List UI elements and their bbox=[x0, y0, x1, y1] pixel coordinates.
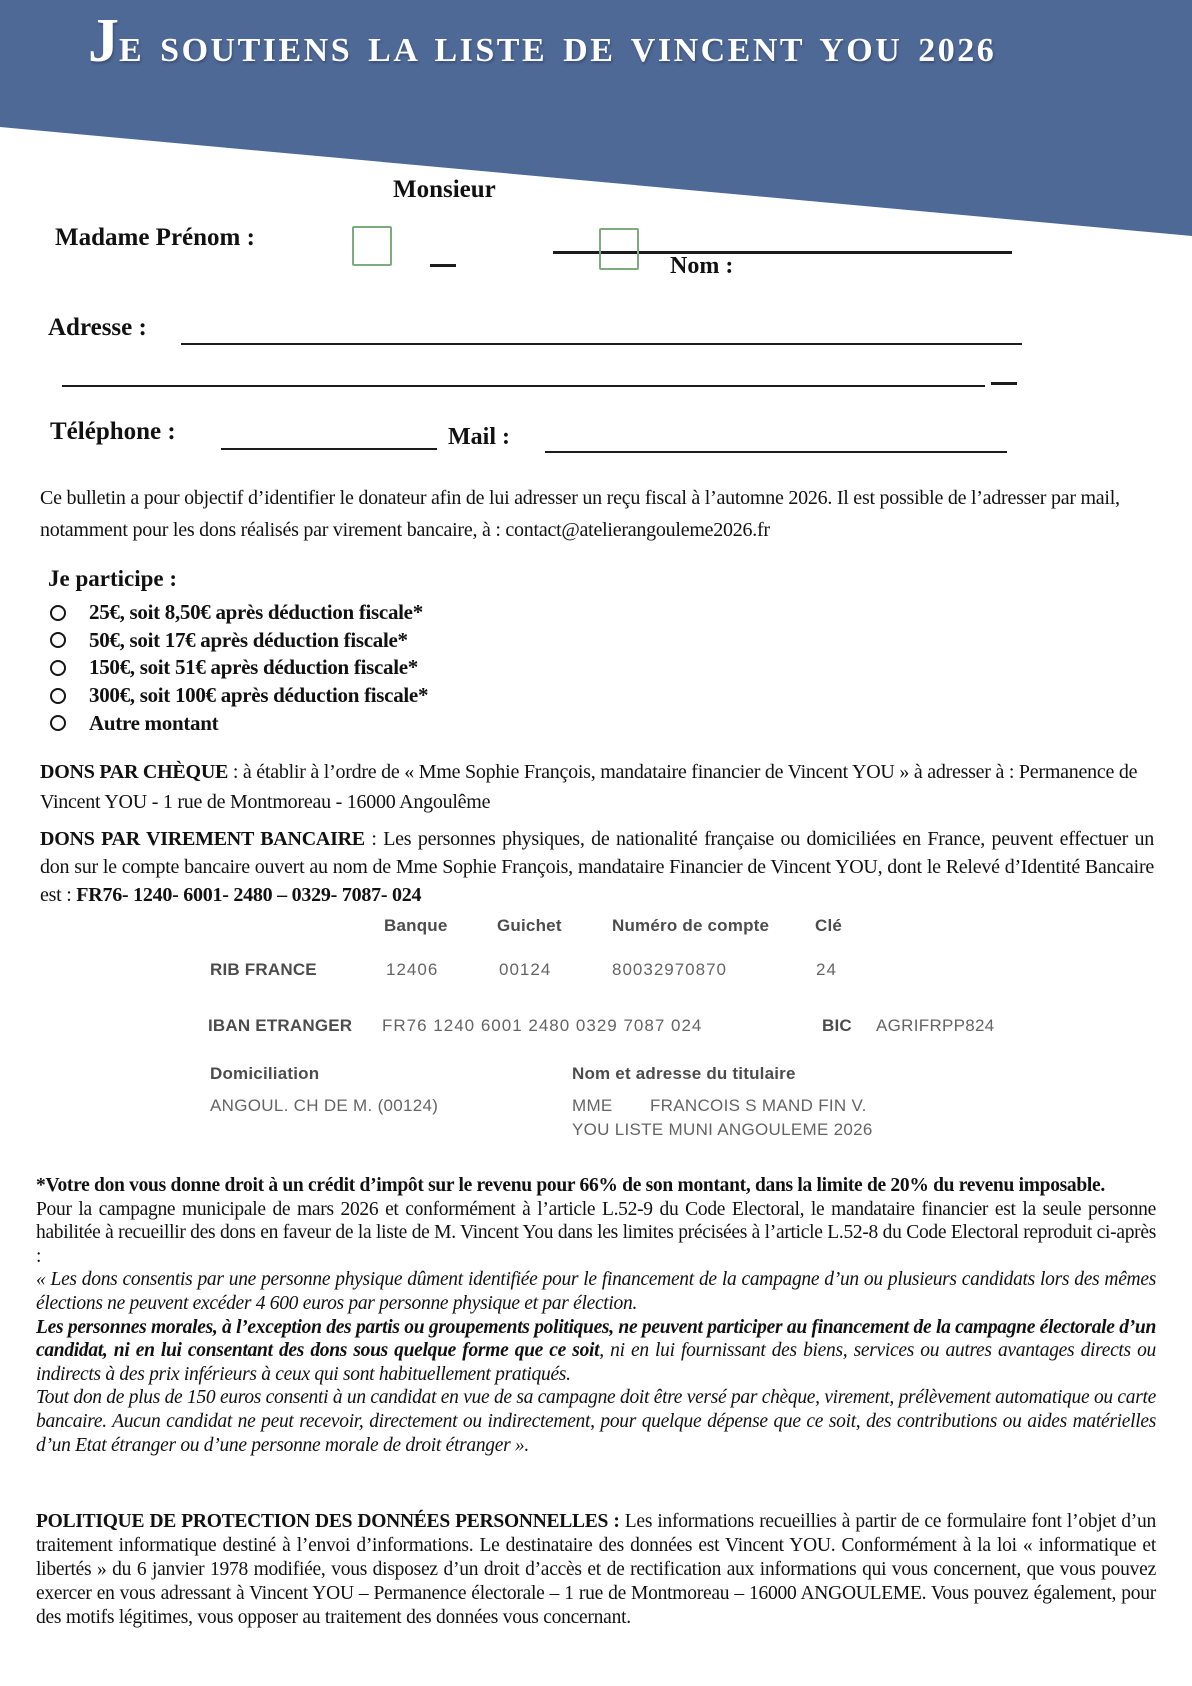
amount-option-300[interactable] bbox=[48, 682, 428, 710]
cheque-paragraph bbox=[40, 757, 1154, 817]
holder-prefix: MME bbox=[572, 1096, 613, 1115]
rib-col-cle: Clé bbox=[815, 916, 843, 935]
amount-option-label: 25€, soit 8,50€ après déduction fiscale* bbox=[89, 600, 423, 625]
privacy-text: Les informations recueillies à partir de ce formulaire font l’objet d’un traitement informatique destiné à l’envoi d’informations. Le destinataire des données est Vincent YOU. Conformément à la loi « informatique et libertés » du 6 janvier 1978 modifiée, vous disposez d’un droit d’accès et de rectification aux informations qui vous concernent, que vous pouvez exercer en vous adressant à Vincent YOU – Permanence électorale – 1 rue de Montmoreau – 16000 ANGOULEME. Vous pouvez également, pour des motifs légitimes, vous opposer au traitement des données vous concernant. bbox=[36, 1511, 1156, 1628]
radio-circle-icon[interactable] bbox=[50, 660, 66, 676]
code-electoral-quote-1: « Les dons consentis par une personne physique dûment identifiée pour le financement de la campagne d’un ou plusieurs candidats lors des mêmes élections ne peuvent excéder 4 600 euros par personne physique et par élection. bbox=[36, 1269, 1156, 1314]
adresse-line-2[interactable] bbox=[62, 385, 985, 387]
page-title-text: E SOUTIENS LA LISTE DE VINCENT YOU 2026 bbox=[119, 32, 997, 69]
holder-line2: YOU LISTE MUNI ANGOULEME 2026 bbox=[572, 1120, 873, 1139]
code-electoral-quote-2 bbox=[36, 1316, 1156, 1387]
amount-option-label: 50€, soit 17€ après déduction fiscale* bbox=[89, 627, 408, 652]
radio-circle-icon[interactable] bbox=[50, 632, 66, 648]
nom-label: Nom : bbox=[670, 253, 734, 279]
privacy-paragraph bbox=[36, 1510, 1156, 1630]
cheque-text: : à établir à l’ordre de « Mme Sophie François, mandataire financier de Vincent YOU » à adresser à : Permanence de Vincent YOU - 1 rue de Montmoreau - 16000 Angoulême bbox=[40, 761, 1138, 813]
amount-option-label: 150€, soit 51€ après déduction fiscale* bbox=[89, 655, 418, 680]
bic-value: AGRIFRPP824 bbox=[876, 1016, 995, 1035]
intro-paragraph: Ce bulletin a pour objectif d’identifier le donateur afin de lui adresser un reçu fiscal à l’automne 2026. Il est possible de l’adresser par mail, notamment pour les dons réalisés par virement bancaire, à : contact@atelierangouleme2026.fr bbox=[40, 487, 1120, 541]
mandataire-note: Pour la campagne municipale de mars 2026 et conformément à l’article L.52-9 du Code Electoral, le mandataire financier est la seule personne habilitée à recueillir des dons en faveur de la liste de M. Vincent You dans les limites précisées à l’article L.52-8 du Code Electoral reproduit ci-après : bbox=[36, 1198, 1156, 1267]
iban-label: IBAN ETRANGER bbox=[208, 1016, 353, 1035]
rib-france-cle: 24 bbox=[816, 960, 837, 979]
bic-label: BIC bbox=[822, 1016, 852, 1035]
virement-text: : Les personnes physiques, de nationalité française ou domiciliées en France, peuvent effectuer un don sur le compte bancaire ouvert au nom de Mme Sophie François, mandataire Financier de Vincent YOU, dont le Relevé d’Identité Bancaire est : bbox=[40, 828, 1154, 906]
adresse-label: Adresse : bbox=[48, 314, 147, 341]
rib-france-numero: 80032970870 bbox=[612, 960, 728, 979]
amount-option-50[interactable] bbox=[48, 627, 428, 655]
rib-france-guichet: 00124 bbox=[499, 960, 552, 979]
virement-label: DONS PAR VIREMENT BANCAIRE bbox=[40, 828, 365, 850]
page-title bbox=[88, 7, 997, 75]
quote-2-rest: , ni en lui fournissant des biens, services ou autres avantages directs ou indirects à des prix inférieurs à ceux qui sont habituellement pratiqués. bbox=[36, 1340, 1156, 1385]
amount-option-label: Autre montant bbox=[89, 710, 219, 735]
legal-notes bbox=[36, 1174, 1156, 1457]
amount-option-150[interactable] bbox=[48, 654, 428, 682]
iban-value: FR76 1240 6001 2480 0329 7087 024 bbox=[382, 1016, 703, 1035]
domiciliation-value: ANGOUL. CH DE M. (00124) bbox=[210, 1096, 439, 1115]
civility-checkbox-1[interactable] bbox=[352, 226, 392, 266]
rib-france-banque: 12406 bbox=[386, 960, 439, 979]
domiciliation-label: Domiciliation bbox=[210, 1064, 320, 1083]
page-title-initial: J bbox=[88, 7, 119, 75]
virement-paragraph bbox=[40, 825, 1154, 909]
mail-label: Mail : bbox=[448, 424, 510, 450]
mail-line[interactable] bbox=[545, 451, 1007, 453]
adresse-line-2-dash bbox=[991, 382, 1017, 385]
amount-option-25[interactable] bbox=[48, 599, 428, 627]
telephone-line[interactable] bbox=[221, 448, 437, 450]
holder-line1: FRANCOIS S MAND FIN V. bbox=[650, 1096, 867, 1115]
radio-circle-icon[interactable] bbox=[50, 715, 66, 731]
rib-col-numero: Numéro de compte bbox=[612, 916, 770, 935]
adresse-line-1[interactable] bbox=[181, 343, 1022, 345]
radio-circle-icon[interactable] bbox=[50, 688, 66, 704]
telephone-label: Téléphone : bbox=[50, 418, 176, 445]
amount-options-list bbox=[48, 599, 428, 737]
rib-col-banque: Banque bbox=[384, 916, 448, 935]
rib-number: FR76- 1240- 6001- 2480 – 0329- 7087- 024 bbox=[76, 884, 422, 906]
rib-france-label: RIB FRANCE bbox=[210, 960, 317, 979]
privacy-label: POLITIQUE DE PROTECTION DES DONNÉES PERSONNELLES : bbox=[36, 1511, 620, 1532]
tax-credit-note: *Votre don vous donne droit à un crédit d’impôt sur le revenu pour 66% de son montant, dans la limite de 20% du revenu imposable. bbox=[36, 1175, 1105, 1196]
amount-option-autre[interactable] bbox=[48, 709, 428, 737]
code-electoral-quote-3: Tout don de plus de 150 euros consenti à un candidat en vue de sa campagne doit être versé par chèque, virement, prélèvement automatique ou carte bancaire. Aucun candidat ne peut recevoir, directement ou indirectement, pour quelque dépense que ce soit, des contributions ou aides matérielles d’un Etat étranger ou d’une personne morale de droit étranger ». bbox=[36, 1387, 1156, 1456]
radio-circle-icon[interactable] bbox=[50, 605, 66, 621]
cheque-label: DONS PAR CHÈQUE bbox=[40, 761, 229, 783]
participation-heading: Je participe : bbox=[48, 566, 178, 591]
monsieur-label: Monsieur bbox=[393, 176, 496, 203]
quote-2-bold: Les personnes morales, à l’exception des partis ou groupements politiques, ne peuvent participer au financement de la campagne électorale d’un candidat, ni en lui consentant des dons sous quelque forme que ce soit bbox=[36, 1316, 1156, 1362]
rib-col-guichet: Guichet bbox=[497, 916, 562, 935]
madame-prenom-label: Madame Prénom : bbox=[55, 224, 255, 251]
prenom-underscore-line[interactable] bbox=[430, 264, 456, 267]
civility-checkbox-2[interactable] bbox=[599, 228, 639, 270]
amount-option-label: 300€, soit 100€ après déduction fiscale* bbox=[89, 683, 429, 708]
holder-label: Nom et adresse du titulaire bbox=[572, 1064, 796, 1083]
